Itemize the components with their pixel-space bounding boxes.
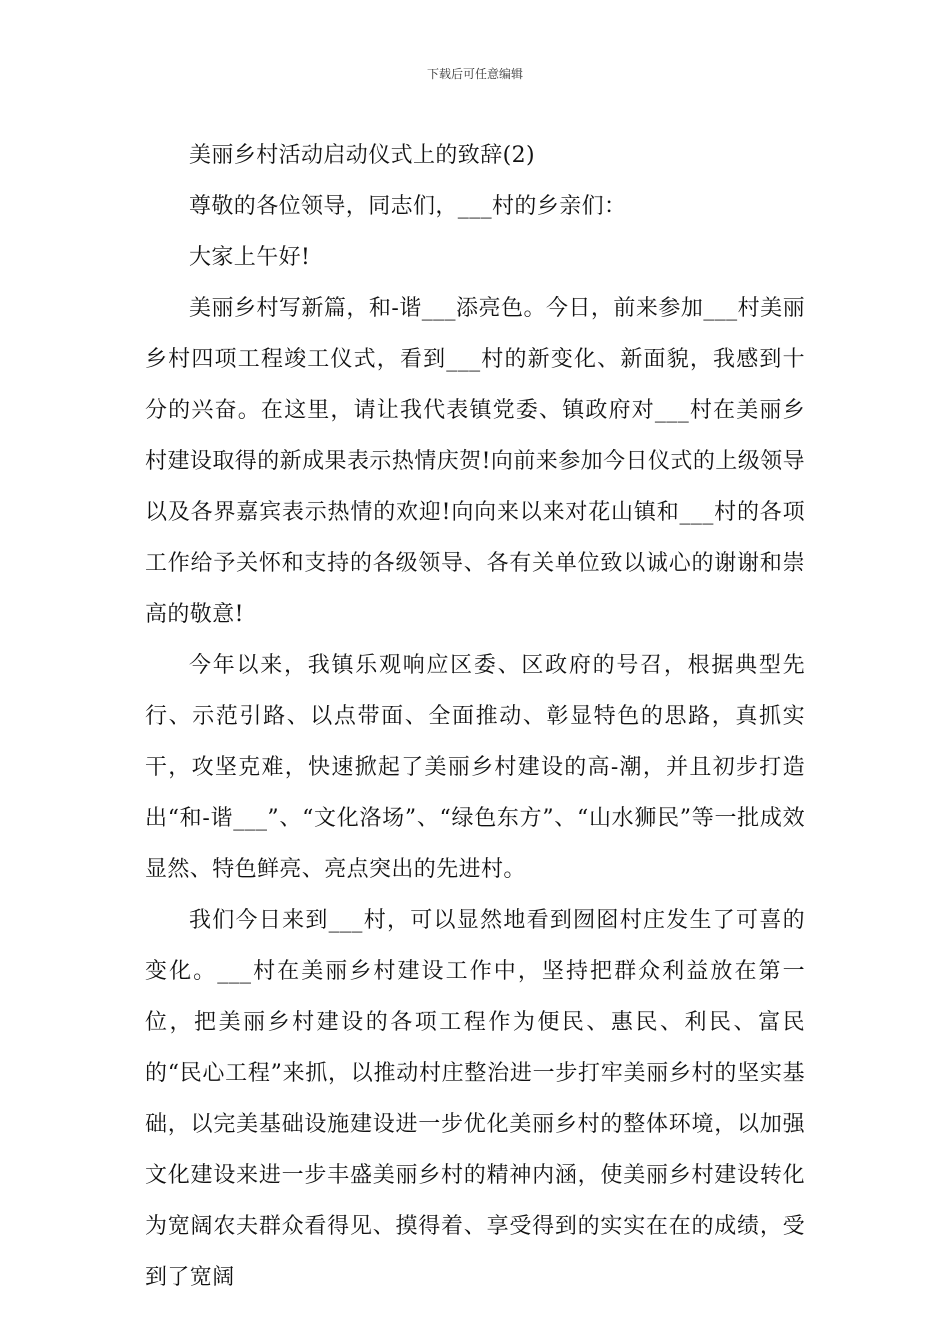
page-header: 下载后可任意编辑 [426, 67, 523, 81]
paragraph-3: 我们今日来到___村，可以显然地看到囫囵村庄发生了可喜的变化。___村在美丽乡村建设工作中，坚持把群众利益放在第一位，把美丽乡村建设的各项工程作为便民、惠民、利民、富民的“民心工程”来抓，以推动村庄整治进一步打牢美丽乡村的坚实基础，以完美基础设施建设进一步优化美丽乡村的整体环境，以加强文化建设来进一步丰盛美丽乡村的精神内涵，使美丽乡村建设转化为宽阔农夫群众看得见、摸得着、享受得到的实实在在的成绩，受到了宽阔 [145, 908, 805, 1290]
document-title: 美丽乡村活动启动仪式上的致辞(2) [189, 143, 535, 168]
paragraph-1: 美丽乡村写新篇，和-谐___添亮色。今日，前来参加___村美丽乡村四项工程竣工仪式，看到___村的新变化、新面貌，我感到十分的兴奋。在这里，请让我代表镇党委、镇政府对___村在美丽乡村建设取得的新成果表示热情庆贺!向前来参加今日仪式的上级领导以及各界嘉宾表示热情的欢迎!向向来以来对花山镇和___村的各项工作给予关怀和支持的各级领导、各有关单位致以诚心的谢谢和崇高的敬意! [145, 296, 805, 627]
greeting-line: 尊敬的各位领导，同志们，___村的乡亲们： [189, 194, 627, 219]
salutation-line: 大家上午好! [189, 245, 311, 270]
document-body [145, 130, 805, 1303]
paragraph-2: 今年以来，我镇乐观响应区委、区政府的号召，根据典型先行、示范引路、以点带面、全面推动、彰显特色的思路，真抓实干，攻坚克难，快速掀起了美丽乡村建设的高-潮，并且初步打造出“和-谐___”、“文化洛场”、“绿色东方”、“山水狮民”等一批成效显然、特色鲜亮、亮点突出的先进村。 [145, 653, 805, 882]
